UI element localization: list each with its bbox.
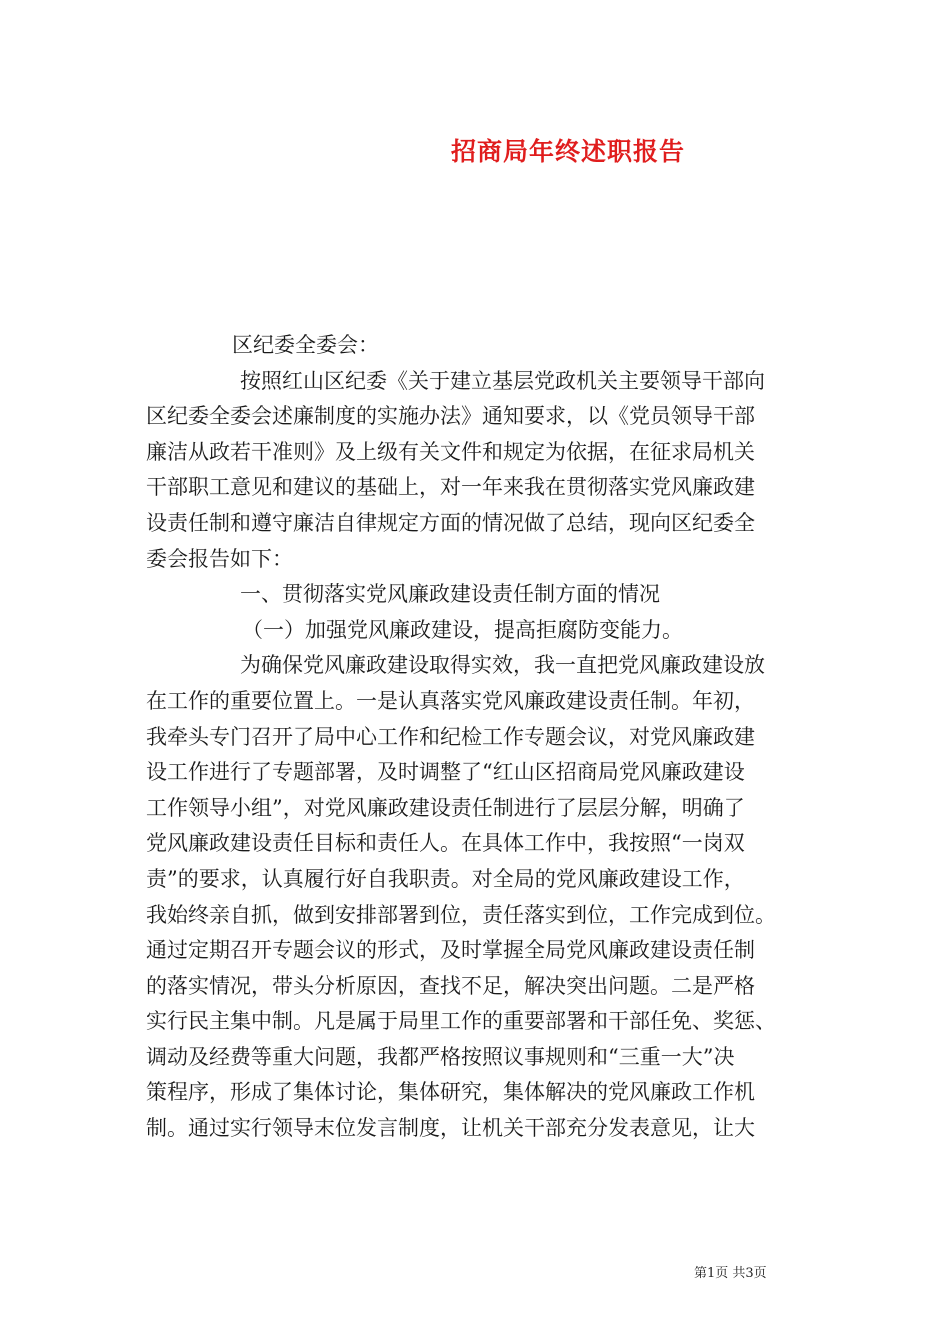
paragraph-line: 制。通过实行领导末位发言制度，让机关干部充分发表意见，让大 bbox=[146, 1116, 755, 1141]
document-body bbox=[146, 328, 826, 1147]
paragraph-line: 工作领导小组”，对党风廉政建设责任制进行了层层分解，明确了 bbox=[146, 795, 745, 820]
paragraph-line: 调动及经费等重大问题，我都严格按照议事规则和“三重一大”决 bbox=[146, 1044, 735, 1069]
paragraph-line: 在工作的重要位置上。一是认真落实党风廉政建设责任制。年初， bbox=[146, 688, 755, 713]
paragraph-line: 责”的要求，认真履行好自我职责。对全局的党风廉政建设工作， bbox=[146, 866, 745, 891]
paragraph-line: 设工作进行了专题部署，及时调整了“红山区招商局党风廉政建设 bbox=[146, 760, 745, 785]
paragraph-line: 策程序，形成了集体讨论，集体研究，集体解决的党风廉政工作机 bbox=[146, 1080, 755, 1105]
section-heading: 一、贯彻落实党风廉政建设责任制方面的情况 bbox=[240, 582, 660, 607]
paragraph-line: 为确保党风廉政建设取得实效，我一直把党风廉政建设放 bbox=[240, 653, 765, 678]
paragraph-line: 按照红山区纪委《关于建立基层党政机关主要领导干部向 bbox=[240, 368, 765, 393]
paragraph-line: 委会报告如下： bbox=[146, 546, 293, 571]
paragraph-line: 通过定期召开专题会议的形式，及时掌握全局党风廉政建设责任制 bbox=[146, 938, 755, 963]
page-number-footer: 第1页 共3页 bbox=[694, 1266, 767, 1281]
paragraph-line: 实行民主集中制。凡是属于局里工作的重要部署和干部任免、奖惩、 bbox=[146, 1009, 776, 1034]
salutation-line: 区纪委全委会： bbox=[232, 333, 379, 357]
paragraph-line: 我牵头专门召开了局中心工作和纪检工作专题会议，对党风廉政建 bbox=[146, 724, 755, 749]
paragraph-line: 设责任制和遵守廉洁自律规定方面的情况做了总结，现向区纪委全 bbox=[146, 510, 755, 535]
paragraph-line: 廉洁从政若干准则》及上级有关文件和规定为依据，在征求局机关 bbox=[146, 439, 755, 464]
paragraph-line: 我始终亲自抓，做到安排部署到位，责任落实到位，工作完成到位。 bbox=[146, 902, 776, 927]
paragraph-line: 党风廉政建设责任目标和责任人。在具体工作中，我按照“一岗双 bbox=[146, 831, 745, 856]
document-title: 招商局年终述职报告 bbox=[450, 137, 685, 166]
paragraph-line: 的落实情况，带头分析原因，查找不足，解决突出问题。二是严格 bbox=[146, 973, 755, 998]
paragraph-line: 干部职工意见和建议的基础上，对一年来我在贯彻落实党风廉政建 bbox=[146, 475, 755, 500]
subsection-heading: （一）加强党风廉政建设，提高拒腐防变能力。 bbox=[242, 617, 683, 642]
paragraph-line: 区纪委全委会述廉制度的实施办法》通知要求，以《党员领导干部 bbox=[146, 404, 755, 429]
